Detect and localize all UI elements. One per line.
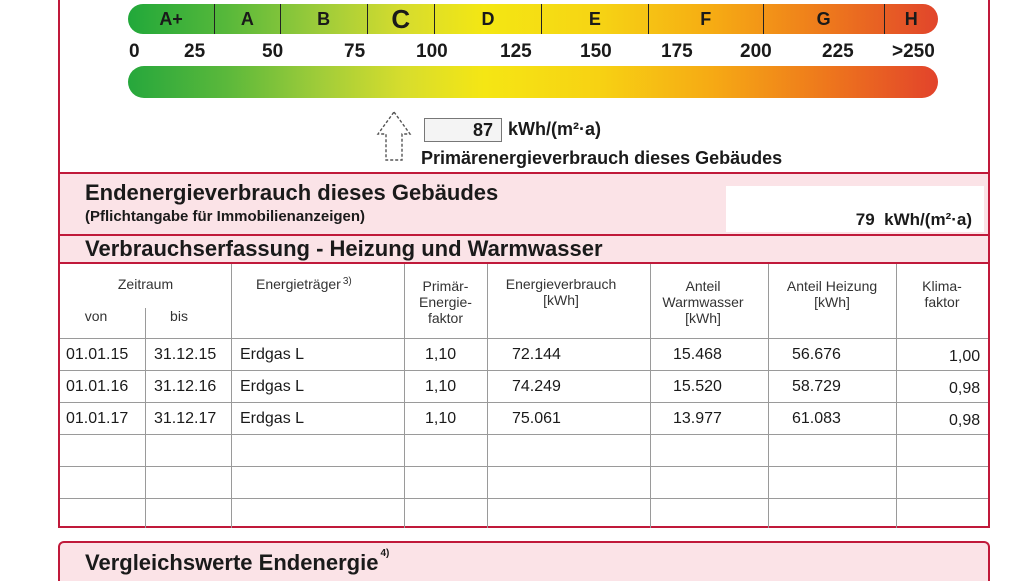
final-energy-value: 79 — [855, 210, 875, 229]
cell-verbrauch: 75.061 — [512, 410, 561, 427]
scale-tick: 0 — [129, 41, 140, 62]
cell-traeger: Erdgas L — [240, 346, 305, 363]
table-row-divider — [60, 466, 988, 467]
cell-faktor: 1,10 — [425, 378, 457, 395]
cell-bis: 31.12.16 — [154, 378, 217, 395]
arrow-up-icon — [376, 110, 412, 162]
table-divider — [231, 264, 232, 528]
table-row-divider — [60, 338, 988, 339]
class-cell-a-plus: A+ — [128, 4, 215, 34]
class-cell-g: G — [764, 4, 885, 34]
comparison-title-line — [85, 550, 389, 576]
class-cell-f: F — [649, 4, 764, 34]
class-cell-a: A — [215, 4, 280, 34]
header-primaer-line1: Primär- — [422, 278, 469, 294]
cell-klima: 0,98 — [949, 412, 981, 429]
cell-warmwasser: 13.977 — [673, 410, 722, 427]
header-verbrauch-line2: [kWh] — [543, 292, 579, 308]
header-warmwasser-line3: [kWh] — [685, 310, 721, 326]
cell-verbrauch: 74.249 — [512, 378, 561, 395]
header-primaer — [404, 278, 487, 326]
table-row-divider — [60, 370, 988, 371]
scale-tick: 175 — [661, 41, 693, 62]
header-heizung — [768, 278, 896, 310]
energy-class-bar — [128, 4, 938, 34]
header-verbrauch — [487, 276, 635, 308]
table-row-divider — [60, 402, 988, 403]
scale-tick: >250 — [892, 41, 935, 62]
cell-warmwasser: 15.468 — [673, 346, 722, 363]
cell-von: 01.01.17 — [66, 410, 129, 427]
cell-klima: 1,00 — [949, 348, 981, 365]
cell-verbrauch: 72.144 — [512, 346, 561, 363]
cell-traeger: Erdgas L — [240, 410, 305, 427]
primary-energy-label: Primärenergieverbrauch dieses Gebäudes — [421, 148, 783, 168]
header-energietraeger-text: Energieträger — [256, 276, 341, 292]
cell-warmwasser: 15.520 — [673, 378, 722, 395]
cell-von: 01.01.15 — [66, 346, 129, 363]
footnote-marker: 3) — [342, 276, 352, 287]
class-cell-h: H — [904, 8, 918, 29]
scale-tick: 100 — [416, 41, 448, 62]
class-cell-b: B — [281, 4, 368, 34]
scale-tick: 50 — [262, 41, 284, 62]
footnote-marker: 4) — [380, 548, 390, 559]
header-klima — [896, 278, 988, 310]
header-energietraeger — [256, 276, 352, 292]
class-cell-e: E — [542, 4, 649, 34]
header-verbrauch-line1: Energieverbrauch — [505, 276, 617, 292]
energy-gradient-bar — [128, 66, 938, 98]
header-zeitraum: Zeitraum — [117, 276, 174, 292]
scale-tick: 125 — [500, 41, 532, 62]
scale-tick: 225 — [822, 41, 854, 62]
header-warmwasser — [650, 278, 756, 326]
cell-heizung: 58.729 — [792, 378, 841, 395]
cell-traeger: Erdgas L — [240, 378, 305, 395]
cell-bis: 31.12.17 — [154, 410, 217, 427]
header-primaer-line3: faktor — [427, 310, 463, 326]
header-klima-line2: faktor — [924, 294, 960, 310]
header-primaer-line2: Energie- — [419, 294, 472, 310]
class-cell-d: D — [435, 4, 542, 34]
final-energy-subtitle: (Pflichtangabe für Immobilienanzeigen) — [85, 208, 366, 225]
cell-heizung: 56.676 — [792, 346, 841, 363]
cell-heizung: 61.083 — [792, 410, 841, 427]
comparison-title: Vergleichswerte Endenergie — [85, 550, 379, 575]
scale-tick: 25 — [184, 41, 206, 62]
header-von: von — [84, 308, 108, 324]
cell-faktor: 1,10 — [425, 410, 457, 427]
final-energy-unit: kWh/(m²·a) — [884, 210, 972, 229]
scale-tick: 150 — [580, 41, 612, 62]
final-energy-value-line — [856, 210, 972, 230]
cell-faktor: 1,10 — [425, 346, 457, 363]
primary-energy-unit: kWh/(m²·a) — [508, 119, 601, 139]
consumption-title: Verbrauchserfassung - Heizung und Warmwasser — [85, 236, 603, 261]
cell-bis: 31.12.15 — [154, 346, 217, 363]
scale-tick: 200 — [740, 41, 772, 62]
header-warmwasser-line2: Warmwasser — [662, 294, 744, 310]
header-heizung-line1: Anteil Heizung — [786, 278, 878, 294]
primary-energy-value: 87 — [424, 118, 502, 142]
cell-klima: 0,98 — [949, 380, 981, 397]
header-warmwasser-line1: Anteil — [685, 278, 721, 294]
scale-tick: 75 — [344, 41, 366, 62]
final-energy-title: Endenergieverbrauch dieses Gebäudes — [85, 180, 499, 205]
table-row-divider — [60, 434, 988, 435]
cell-von: 01.01.16 — [66, 378, 129, 395]
table-row-divider — [60, 498, 988, 499]
header-klima-line1: Klima- — [922, 278, 962, 294]
header-heizung-line2: [kWh] — [814, 294, 850, 310]
class-cell-c: C — [368, 4, 435, 34]
table-divider — [145, 308, 146, 528]
header-bis: bis — [170, 308, 188, 324]
